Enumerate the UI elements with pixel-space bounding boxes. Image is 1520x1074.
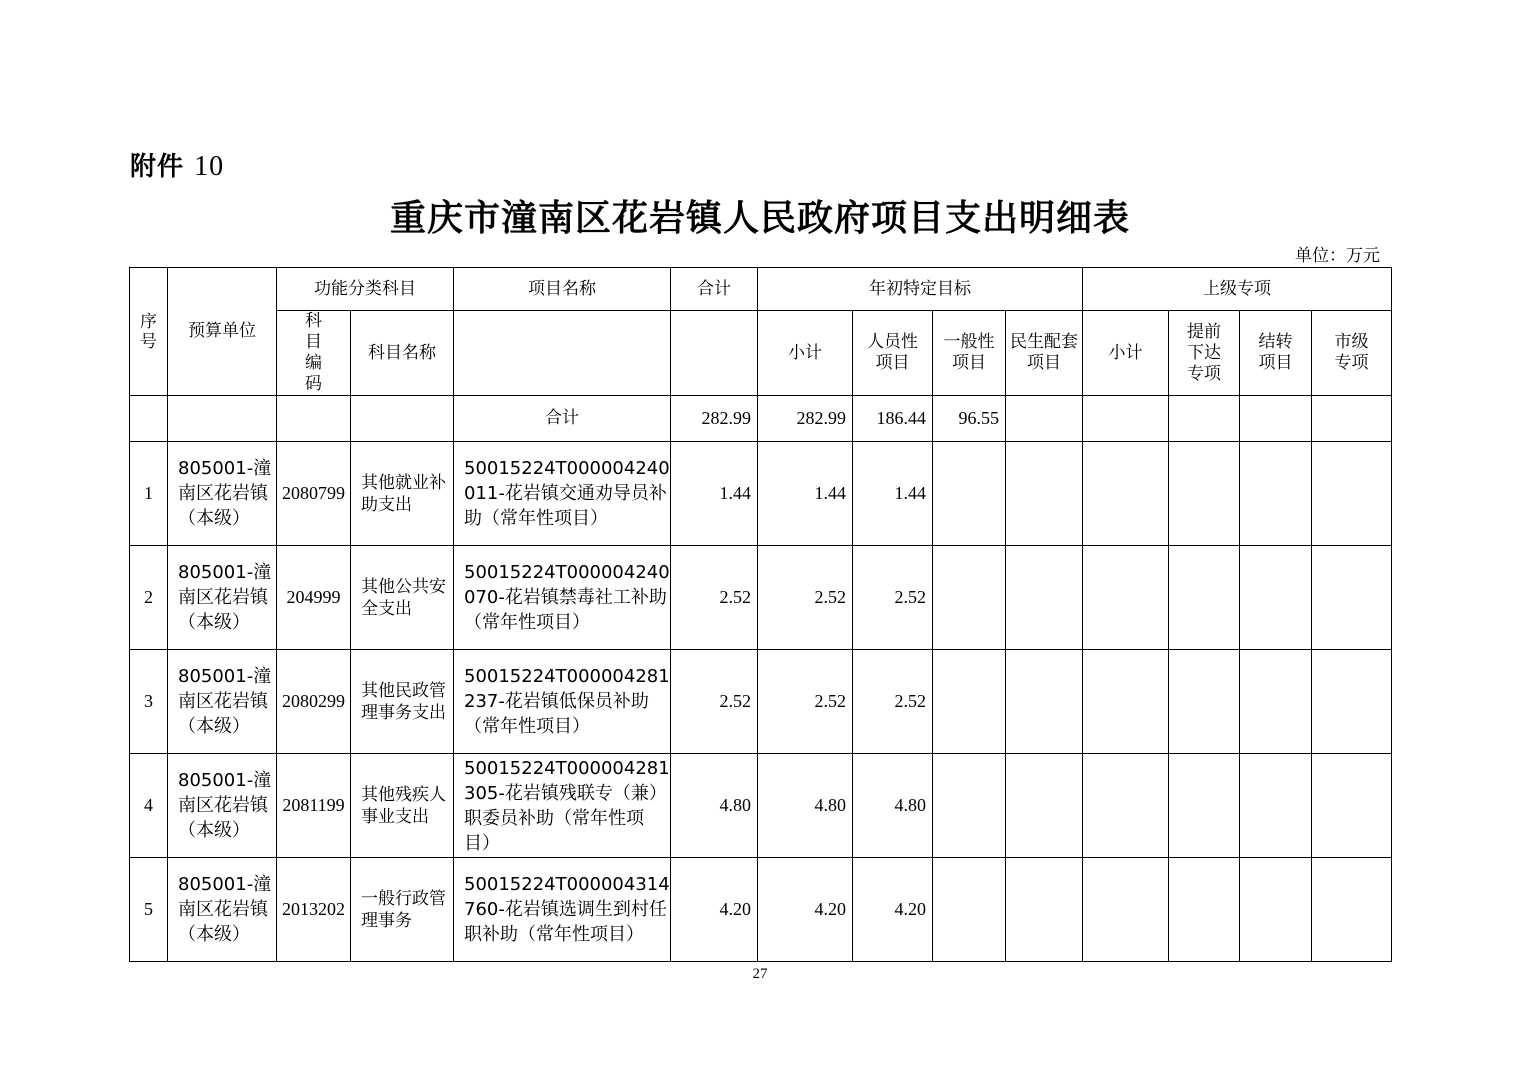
row-city — [1312, 754, 1392, 858]
table-row — [130, 442, 1392, 546]
row-seq: 5 — [130, 858, 168, 962]
total-seq-blank — [130, 396, 168, 442]
row-subject-name: 其他残疾人事业支出 — [351, 754, 454, 858]
row-total: 4.20 — [671, 858, 758, 962]
row-livelihood — [1006, 546, 1083, 650]
total-label: 合计 — [454, 396, 671, 442]
row-personnel: 2.52 — [853, 650, 933, 754]
total-unit-blank — [168, 396, 277, 442]
row-initial-subtotal: 4.80 — [758, 754, 853, 858]
row-seq: 1 — [130, 442, 168, 546]
row-project-name: 50015224T000004281237-花岩镇低保员补助（常年性项目） — [454, 650, 671, 754]
row-general — [933, 546, 1006, 650]
total-advance-blank — [1169, 396, 1240, 442]
total-total: 282.99 — [671, 396, 758, 442]
row-general — [933, 858, 1006, 962]
header-unit: 预算单位 — [168, 268, 277, 396]
header-initial-target: 年初特定目标 — [758, 268, 1083, 311]
row-advance — [1169, 754, 1240, 858]
row-livelihood — [1006, 650, 1083, 754]
row-superior-subtotal — [1083, 442, 1169, 546]
total-livelihood-blank — [1006, 396, 1083, 442]
row-carryover — [1240, 650, 1312, 754]
row-carryover — [1240, 754, 1312, 858]
attachment-label — [130, 146, 224, 183]
header-row-2 — [130, 311, 1392, 396]
table-row — [130, 650, 1392, 754]
row-total: 4.80 — [671, 754, 758, 858]
row-personnel: 1.44 — [853, 442, 933, 546]
row-personnel: 2.52 — [853, 546, 933, 650]
row-city — [1312, 650, 1392, 754]
row-seq: 2 — [130, 546, 168, 650]
row-project-name: 50015224T000004314760-花岩镇选调生到村任职补助（常年性项目） — [454, 858, 671, 962]
table-row — [130, 858, 1392, 962]
row-subject-code: 2080299 — [277, 650, 351, 754]
row-carryover — [1240, 442, 1312, 546]
header-initial-subtotal: 小计 — [758, 311, 853, 396]
row-livelihood — [1006, 858, 1083, 962]
row-project-name: 50015224T000004240011-花岩镇交通劝导员补助（常年性项目） — [454, 442, 671, 546]
header-project-name-blank — [454, 311, 671, 396]
header-func-class: 功能分类科目 — [277, 268, 454, 311]
row-initial-subtotal: 4.20 — [758, 858, 853, 962]
row-unit: 805001-潼南区花岩镇（本级） — [168, 546, 277, 650]
header-general: 一般性项目 — [933, 311, 1006, 396]
row-superior-subtotal — [1083, 650, 1169, 754]
header-total: 合计 — [671, 268, 758, 311]
header-subject-name: 科目名称 — [351, 311, 454, 396]
row-initial-subtotal: 2.52 — [758, 650, 853, 754]
row-unit: 805001-潼南区花岩镇（本级） — [168, 754, 277, 858]
row-subject-name: 其他公共安全支出 — [351, 546, 454, 650]
row-carryover — [1240, 546, 1312, 650]
row-personnel: 4.80 — [853, 754, 933, 858]
total-initial-subtotal: 282.99 — [758, 396, 853, 442]
header-superior-special: 上级专项 — [1083, 268, 1392, 311]
total-general: 96.55 — [933, 396, 1006, 442]
row-advance — [1169, 650, 1240, 754]
header-subject-code: 科目编码 — [277, 311, 351, 396]
row-advance — [1169, 442, 1240, 546]
header-project-name: 项目名称 — [454, 268, 671, 311]
row-city — [1312, 442, 1392, 546]
row-initial-subtotal: 1.44 — [758, 442, 853, 546]
page-number: 27 — [752, 966, 768, 982]
row-general — [933, 754, 1006, 858]
page-title: 重庆市潼南区花岩镇人民政府项目支出明细表 — [389, 197, 1130, 239]
header-row-1 — [130, 268, 1392, 311]
row-advance — [1169, 546, 1240, 650]
attachment-number: 10 — [194, 151, 225, 182]
row-advance — [1169, 858, 1240, 962]
total-superior-subtotal-blank — [1083, 396, 1169, 442]
header-superior-subtotal: 小计 — [1083, 311, 1169, 396]
row-project-name: 50015224T000004281305-花岩镇残联专（兼）职委员补助（常年性项目） — [454, 754, 671, 858]
row-city — [1312, 858, 1392, 962]
row-total: 2.52 — [671, 546, 758, 650]
attachment-word: 附件 — [130, 152, 185, 182]
header-total-blank — [671, 311, 758, 396]
table-row — [130, 754, 1392, 858]
row-subject-name: 一般行政管理事务 — [351, 858, 454, 962]
row-subject-code: 2080799 — [277, 442, 351, 546]
row-unit: 805001-潼南区花岩镇（本级） — [168, 858, 277, 962]
total-carryover-blank — [1240, 396, 1312, 442]
row-total: 2.52 — [671, 650, 758, 754]
row-superior-subtotal — [1083, 546, 1169, 650]
header-city: 市级专项 — [1312, 311, 1392, 396]
row-general — [933, 650, 1006, 754]
row-general — [933, 442, 1006, 546]
header-seq: 序号 — [130, 268, 168, 396]
header-livelihood: 民生配套项目 — [1006, 311, 1083, 396]
table-row — [130, 546, 1392, 650]
total-subject-blank — [351, 396, 454, 442]
row-subject-name: 其他民政管理事务支出 — [351, 650, 454, 754]
row-subject-code: 2081199 — [277, 754, 351, 858]
header-personnel: 人员性项目 — [853, 311, 933, 396]
total-code-blank — [277, 396, 351, 442]
row-seq: 3 — [130, 650, 168, 754]
row-superior-subtotal — [1083, 754, 1169, 858]
row-total: 1.44 — [671, 442, 758, 546]
row-livelihood — [1006, 754, 1083, 858]
row-unit: 805001-潼南区花岩镇（本级） — [168, 442, 277, 546]
unit-note: 单位：万元 — [1295, 246, 1380, 266]
row-personnel: 4.20 — [853, 858, 933, 962]
project-expense-table — [129, 267, 1392, 962]
row-unit: 805001-潼南区花岩镇（本级） — [168, 650, 277, 754]
row-city — [1312, 546, 1392, 650]
row-initial-subtotal: 2.52 — [758, 546, 853, 650]
row-subject-name: 其他就业补助支出 — [351, 442, 454, 546]
row-superior-subtotal — [1083, 858, 1169, 962]
header-carryover: 结转项目 — [1240, 311, 1312, 396]
row-carryover — [1240, 858, 1312, 962]
row-project-name: 50015224T000004240070-花岩镇禁毒社工补助（常年性项目） — [454, 546, 671, 650]
row-subject-code: 2013202 — [277, 858, 351, 962]
row-livelihood — [1006, 442, 1083, 546]
header-advance: 提前下达专项 — [1169, 311, 1240, 396]
row-seq: 4 — [130, 754, 168, 858]
total-city-blank — [1312, 396, 1392, 442]
total-personnel: 186.44 — [853, 396, 933, 442]
row-subject-code: 204999 — [277, 546, 351, 650]
total-row — [130, 396, 1392, 442]
